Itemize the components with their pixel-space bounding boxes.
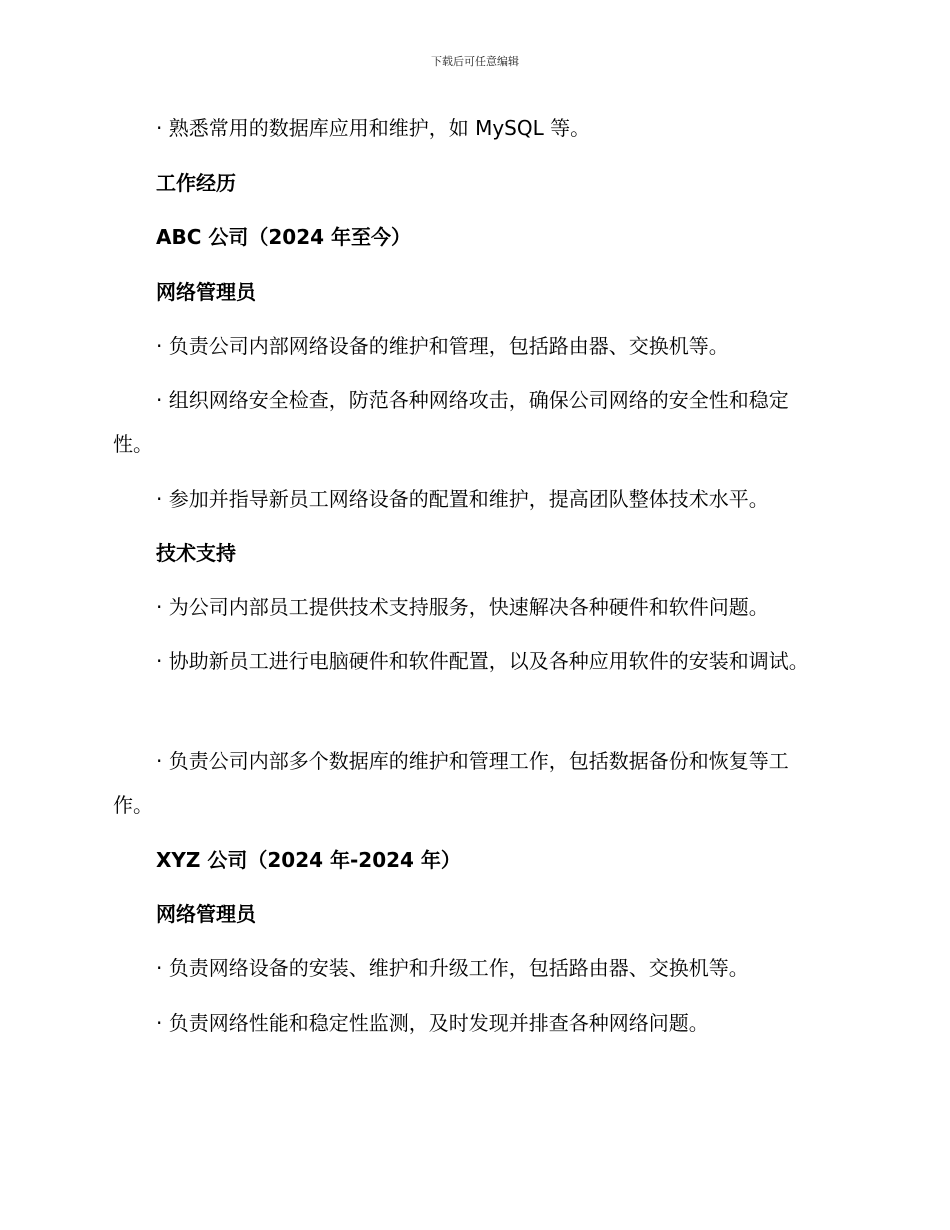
- abc-company-heading: ABC 公司（2024 年至今）: [156, 225, 411, 249]
- abc-role1-bullet-1: · 负责公司内部网络设备的维护和管理，包括路由器、交换机等。: [156, 334, 729, 358]
- xyz-role1-bullet-1: · 负责网络设备的安装、维护和升级工作，包括路由器、交换机等。: [156, 956, 749, 980]
- abc-role1-bullet-2: · 组织网络安全检查，防范各种网络攻击，确保公司网络的安全性和稳定性。: [113, 388, 789, 456]
- abc-role2-title: 技术支持: [156, 541, 236, 565]
- abc-role2-bullet-1: · 为公司内部员工提供技术支持服务，快速解决各种硬件和软件问题。: [156, 595, 769, 619]
- page-header: 下载后可任意编辑: [431, 55, 519, 68]
- abc-role2-bullet-2: · 协助新员工进行电脑硬件和软件配置，以及各种应用软件的安装和调试。: [156, 649, 809, 673]
- xyz-company-heading: XYZ 公司（2024 年-2024 年）: [156, 848, 461, 872]
- abc-role1-title: 网络管理员: [156, 280, 256, 304]
- xyz-role1-title: 网络管理员: [156, 902, 256, 926]
- abc-role1-bullet-3: · 参加并指导新员工网络设备的配置和维护，提高团队整体技术水平。: [156, 487, 769, 511]
- xyz-role1-bullet-2: · 负责网络性能和稳定性监测，及时发现并排查各种网络问题。: [156, 1011, 709, 1035]
- skill-bullet: · 熟悉常用的数据库应用和维护，如 MySQL 等。: [156, 116, 591, 140]
- work-experience-heading: 工作经历: [156, 171, 236, 195]
- abc-role2-bullet-3: · 负责公司内部多个数据库的维护和管理工作，包括数据备份和恢复等工作。: [113, 749, 789, 817]
